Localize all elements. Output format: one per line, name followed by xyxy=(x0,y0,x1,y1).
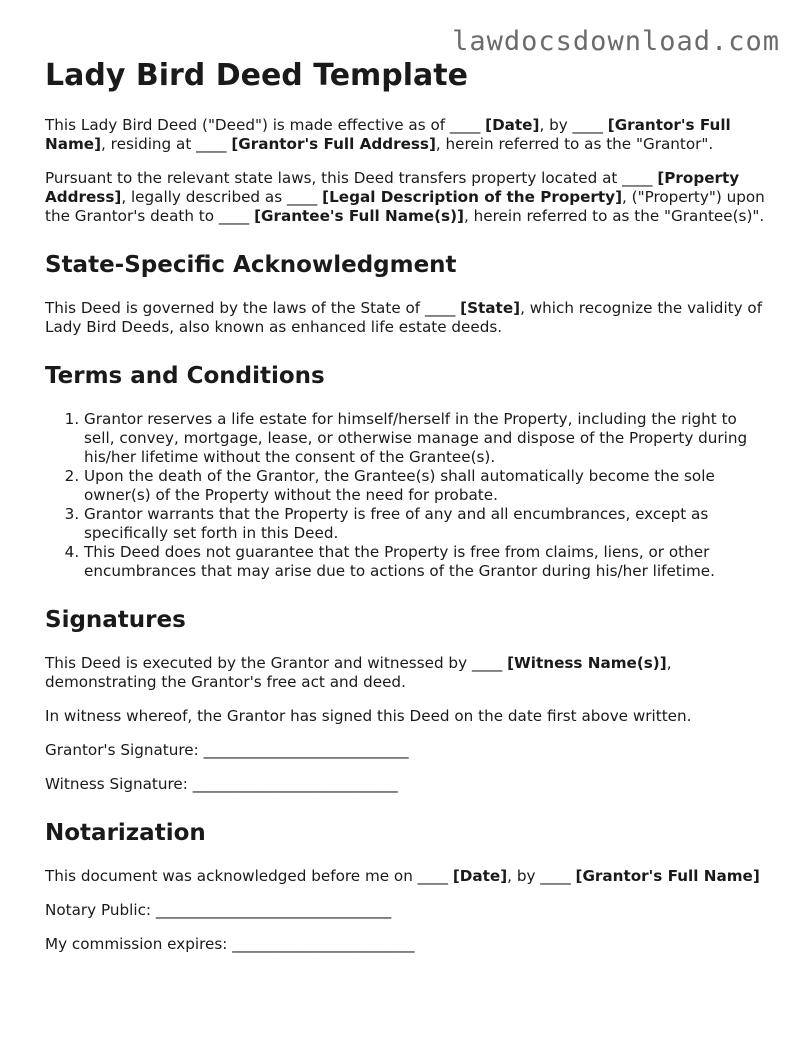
document-title: Lady Bird Deed Template xyxy=(45,58,468,93)
watermark: lawdocsdownload.com xyxy=(452,26,780,57)
witness-signature-line: Witness Signature: ___________________________ xyxy=(45,775,398,793)
date-placeholder: [Date] xyxy=(485,116,540,134)
commission-expires-line: My commission expires: ________________________ xyxy=(45,935,415,953)
list-item: 4. This Deed does not guarantee that the Property is free from claims, liens, or other encumbrances that may arise due to actions of the Grantor during his/her lifetime. xyxy=(84,543,765,581)
witness-whereof-paragraph: In witness whereof, the Grantor has signed this Deed on the date first above written. xyxy=(45,707,692,725)
grantor-signature-line: Grantor's Signature: ___________________________ xyxy=(45,741,409,759)
state-paragraph: This Deed is governed by the laws of the State of ____ [State], which recognize the validity of Lady Bird Deeds, also known as enhanced life estate deeds. xyxy=(45,299,763,336)
notary-grantor-name-placeholder: [Grantor's Full Name] xyxy=(575,867,760,885)
notarization-section xyxy=(45,819,765,954)
grantee-names-placeholder: [Grantee's Full Name(s)] xyxy=(254,207,464,225)
execution-paragraph: This Deed is executed by the Grantor and witnessed by ____ [Witness Name(s)], demonstrating the Grantor's free act and deed. xyxy=(45,654,672,691)
state-section xyxy=(45,251,765,337)
signatures-heading: Signatures xyxy=(45,607,186,633)
transfer-paragraph: Pursuant to the relevant state laws, this Deed transfers property located at ____ [Property Address], legally described as ____ [Legal Description of the Property], ("Property") upon the Grantor's death to ____ [Grantee's Full Name(s)], herein referred to as the "Grantee(s)". xyxy=(45,169,765,225)
intro-paragraph: This Lady Bird Deed ("Deed") is made effective as of ____ [Date], by ____ [Grantor's Full Name], residing at ____ [Grantor's Full Address], herein referred to as the "Grantor". xyxy=(45,116,731,153)
list-item: 2. Upon the death of the Grantor, the Grantee(s) shall automatically become the sole owner(s) of the Property without the need for probate. xyxy=(84,467,765,505)
list-item: 1. Grantor reserves a life estate for himself/herself in the Property, including the right to sell, convey, mortgage, lease, or otherwise manage and dispose of the Property during his/her lifetime without the consent of the Grantee(s). xyxy=(84,410,765,467)
terms-section xyxy=(45,362,765,581)
terms-heading: Terms and Conditions xyxy=(45,363,325,389)
list-item: 3. Grantor warrants that the Property is free of any and all encumbrances, except as specifically set forth in this Deed. xyxy=(84,505,765,543)
acknowledgment-paragraph: This document was acknowledged before me on ____ [Date], by ____ [Grantor's Full Name] xyxy=(45,867,760,885)
witness-names-placeholder: [Witness Name(s)] xyxy=(507,654,667,672)
legal-description-placeholder: [Legal Description of the Property] xyxy=(322,188,623,206)
signatures-section xyxy=(45,606,765,794)
notarization-heading: Notarization xyxy=(45,820,206,846)
terms-list xyxy=(45,410,765,581)
document-body xyxy=(45,54,765,969)
property-address-placeholder: [Property Address] xyxy=(45,169,740,206)
state-placeholder: [State] xyxy=(460,299,521,317)
notary-date-placeholder: [Date] xyxy=(452,867,508,885)
grantor-address-placeholder: [Grantor's Full Address] xyxy=(231,135,436,153)
state-heading: State-Specific Acknowledgment xyxy=(45,252,457,278)
notary-public-line: Notary Public: _______________________________ xyxy=(45,901,392,919)
grantor-name-placeholder: [Grantor's Full Name] xyxy=(45,116,731,153)
